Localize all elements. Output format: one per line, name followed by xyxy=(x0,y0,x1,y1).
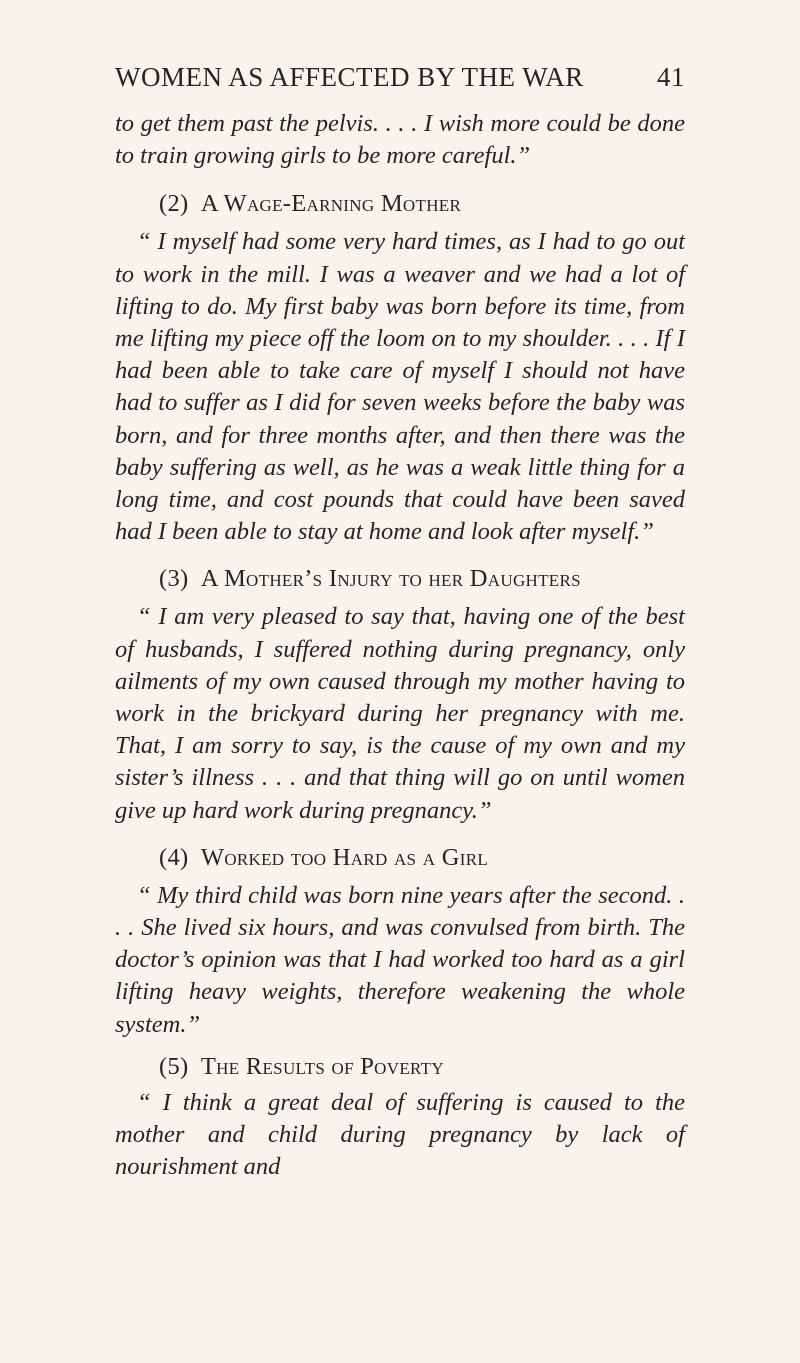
running-head xyxy=(115,62,685,102)
paragraph-worked-too-hard: “ My third child was born nine years after the second. . . . She lived six hours, and was convulsed from birth. The doctor’s opinion was that I had worked too hard as a girl lifting heavy weights, therefore weakening the whole system.” xyxy=(115,881,685,1038)
section-number: (3) xyxy=(159,565,189,593)
section-heading-4 xyxy=(115,842,685,874)
section-number: (4) xyxy=(159,843,189,871)
paragraph-wage-earning-mother: “ I myself had some very hard times, as I had to go out to work in the mill. I was a weaver and we had a lot of lifting to do. My first baby was born before its time, from me lifting my piece off the loom on to my shoulder. . . . If I had been able to take care of myself I should not have had to suffer as I did for seven weeks before the baby was born, and for three months after, and then there was the baby suffering as well, as he was a weak little thing for a long time, and cost pounds that could have been saved had I been able to stay at home and look after myself.” xyxy=(115,228,685,546)
paragraph-mothers-injury: “ I am very pleased to say that, having one of the best of husbands, I suffered nothing during pregnancy, only ailments of my own caused through my mother having to work in the brickyard during her pregnancy with me. That, I am sorry to say, is the cause of my own and my sister’s illness . . . and that thing will go on until women give up hard work during pregnancy.” xyxy=(115,603,685,824)
section-number: (2) xyxy=(159,190,189,218)
paragraph-opening: to get them past the pelvis. . . . I wish more could be done to train growing girls to be more careful.” xyxy=(115,110,685,170)
section-title: The Results of Poverty xyxy=(200,1052,444,1080)
body-text xyxy=(115,108,685,1183)
section-title: A Mother’s Injury to her Daughters xyxy=(200,565,581,593)
running-title: WOMEN AS AFFECTED BY THE WAR xyxy=(115,62,584,92)
section-number: (5) xyxy=(159,1052,189,1080)
section-heading-3 xyxy=(115,563,685,595)
section-heading-5 xyxy=(115,1051,685,1083)
section-title: A Wage-Earning Mother xyxy=(200,190,462,218)
section-heading-2 xyxy=(115,188,685,220)
section-title: Worked too Hard as a Girl xyxy=(200,843,489,871)
page-number: 41 xyxy=(657,62,685,92)
paragraph-results-of-poverty: “ I think a great deal of suffering is caused to the mother and child during pregnancy by lack of nourishment and xyxy=(115,1088,685,1181)
